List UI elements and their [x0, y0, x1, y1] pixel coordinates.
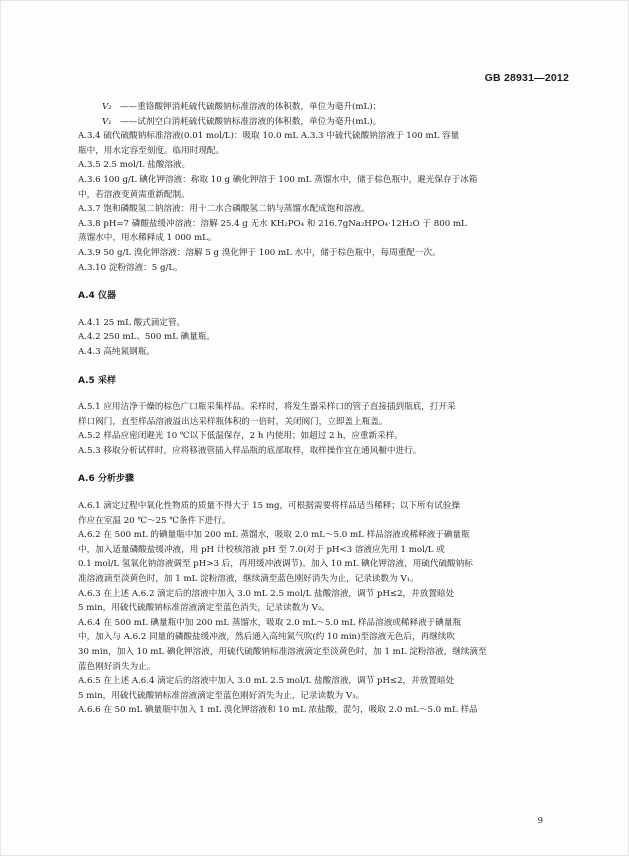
section-title-a6: A.6 分析步骤 [78, 474, 134, 485]
clause-line: A.6.1 滴定过程中氧化性物质的质量不得大于 15 mg，可根据需要将样品适当稀释；以下所有试验操 [78, 501, 460, 512]
clause-line: 中，加入与 A.6.2 同量的磷酸盐缓冲液，然后通入高纯氮气吹(约 10 min)至溶液无色后，再继续吹 [78, 632, 455, 643]
clause-line: A.5.2 样品应密闭避光 10 ℃以下低温保存，2 h 内使用；如超过 2 h，应重新采样。 [78, 431, 403, 442]
clause-line: A.6.3 在上述 A.6.2 滴定后的溶液中加入 3.0 mL 2.5 mol/L 盐酸溶液，调节 pH≤2，并放置暗处 [78, 588, 455, 599]
clause-line: 蒸馏水中，用水稀释成 1 000 mL。 [78, 233, 217, 244]
clause [78, 444, 572, 459]
clause-line: 瓶中，用水定容至刻度。临用时现配。 [78, 145, 225, 156]
procedure-list [78, 499, 572, 718]
document-body [78, 100, 572, 718]
clause [78, 528, 572, 586]
clause-line: 蓝色刚好消失为止。 [78, 661, 156, 672]
standard-number: GB 28931—2012 [484, 72, 569, 84]
clause-line: 样口阀门，直至样品溶液溢出达采样瓶体积的一倍时，关闭阀门，立即盖上瓶盖。 [78, 416, 388, 427]
clause-line: 中，加入适量磷酸盐缓冲液，用 pH 计校核溶液 pH 至 7.0(对于 pH<3 溶液应先用 1 mol/L 或 [78, 544, 445, 555]
variable-description: ——重铬酸钾消耗硫代硫酸钠标准溶液的体积数，单位为毫升(mL)； [120, 102, 382, 112]
clause-line: A.3.6 100 g/L 碘化钾溶液：称取 10 g 碘化钾溶于 100 mL 蒸馏水中，储于棕色瓶中，避光保存于冰箱 [78, 174, 478, 185]
section-title-a4: A.4 仪器 [78, 291, 116, 302]
clause [78, 158, 572, 173]
clause-line: A.5.1 应用洁净干燥的棕色广口瓶采集样品。采样时，将发生器采样口的管子直接插到瓶底，打开采 [78, 402, 456, 413]
clause-line: A.3.9 50 g/L 溴化钾溶液：溶解 5 g 溴化钾于 100 mL 水中，储于棕色瓶中，每周重配一次。 [78, 247, 441, 258]
page-number: 9 [537, 816, 543, 826]
clause [78, 703, 572, 718]
clause-line: 5 min，用硫代硫酸钠标准溶液滴定至蓝色消失，记录读数为 V₂。 [78, 603, 330, 614]
variable-definition [78, 100, 572, 115]
clause-line: A.3.7 饱和磷酸氢二钠溶液：用十二水合磷酸氢二钠与蒸馏水配成饱和溶液。 [78, 204, 370, 215]
clause-line: A.3.10 淀粉溶液：5 g/L。 [78, 262, 183, 273]
clause-line: A.6.4 在 500 mL 碘量瓶中加 200 mL 蒸馏水，吸取 2.0 mL～5.0 mL 样品溶液或稀释液于碘量瓶 [78, 617, 462, 628]
sampling-list [78, 400, 572, 458]
variable-symbol: V₂ [102, 102, 112, 112]
variable-definition [78, 115, 572, 130]
clause [78, 129, 572, 158]
variable-definitions [78, 100, 572, 129]
clause-line: A.6.2 在 500 mL 的碘量瓶中加 200 mL 蒸馏水，吸取 2.0 mL～5.0 mL 样品溶液或稀释液于碘量瓶 [78, 530, 470, 541]
instrument-list [78, 316, 572, 360]
clause [78, 587, 572, 616]
clause-line: 准溶液滴至淡黄色时，加 1 mL 淀粉溶液，继续滴至蓝色刚好消失为止，记录读数为 V₁。 [78, 574, 419, 585]
clause-line: A.3.5 2.5 mol/L 盐酸溶液。 [78, 160, 191, 171]
clause-line: A.6.6 在 50 mL 碘量瓶中加入 1 mL 溴化钾溶液和 10 mL 浓盐酸，混匀，吸取 2.0 mL～5.0 mL 样品 [78, 705, 478, 716]
clause [78, 173, 572, 202]
clause-line: A.3.4 硫代硫酸钠标准溶液(0.01 mol/L)：吸取 10.0 mL A.3.3 中硫代硫酸钠溶液于 100 mL 容量 [78, 131, 460, 142]
clause [78, 400, 572, 429]
clause-line: A.4.3 高纯氮钢瓶。 [78, 346, 155, 357]
clause [78, 261, 572, 276]
clause-line: A.5.3 移取分析试样时，应将移液管插入样品瓶的底部取样，取样操作宜在通风橱中进行。 [78, 445, 422, 456]
clause-line: 30 min，加入 10 mL 碘化钾溶液，用硫代硫酸钠标准溶液滴定至淡黄色时，加 1 mL 淀粉溶液，继续滴至 [78, 647, 487, 657]
section-title-a5: A.5 采样 [78, 375, 116, 386]
clause [78, 499, 572, 528]
clause [78, 246, 572, 261]
clause-line: A.6.5 在上述 A.6.4 滴定后的溶液中加入 3.0 mL 2.5 mol/L 盐酸溶液，调节 pH≤2，并放置暗处 [78, 676, 455, 687]
clause-line: 中，若溶液变黄需重新配制。 [78, 189, 190, 200]
clause [78, 202, 572, 217]
clause-line: 作应在室温 20 ℃～25 ℃条件下进行。 [78, 515, 231, 526]
clause-line: 5 min，用硫代硫酸钠标准溶液滴定至蓝色刚好消失为止，记录读数为 V₃。 [78, 690, 365, 701]
clause [78, 217, 572, 246]
clause-line: A.4.1 25 mL 酸式滴定管。 [78, 317, 186, 328]
clause [78, 429, 572, 444]
clause-line: A.4.2 250 mL、500 mL 碘量瓶。 [78, 332, 216, 343]
reagent-list [78, 129, 572, 275]
clause [78, 674, 572, 703]
variable-symbol: V₁ [102, 116, 112, 127]
variable-description: ——试剂空白消耗硫代硫酸钠标准溶液的体积数，单位为毫升(mL)。 [120, 116, 382, 127]
clause [78, 616, 572, 674]
clause-line: A.3.8 pH=7 磷酸盐缓冲溶液：溶解 25.4 g 无水 KH₂PO₄ 和 216.7gNa₂HPO₄·12H₂O 于 800 mL [78, 218, 467, 229]
clause-line: 0.1 mol/L 氢氧化钠溶液调至 pH>3 后，再用缓冲液调节)。加入 10 mL 碘化钾溶液，用硫代硫酸钠标 [78, 559, 473, 570]
